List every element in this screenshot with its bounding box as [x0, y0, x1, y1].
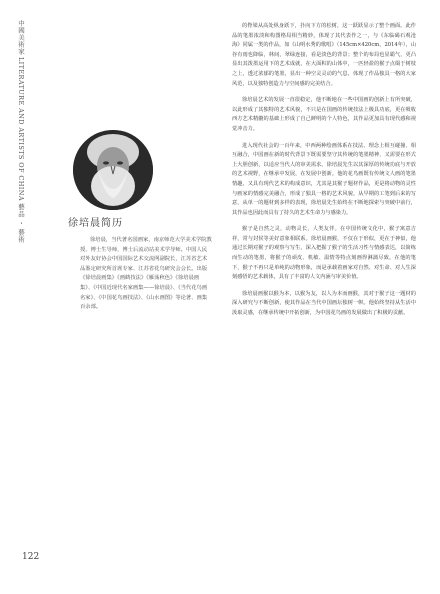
artist-portrait-photo	[73, 130, 153, 210]
bio-text: 徐培晨，当代著名国画家，南京师范大学美术学院教授、博士生导师，博士后流动站美术学导师。中国人民对外友好协会中国国际艺术交流网副院长，江苏省艺术品鉴定研究所首席专家、江苏省花鸟研究会会长。出版《徐培晨画集》《画鹤技法》《雁荡秋色》《徐培晨画集》、《中国近现代名家画集——徐培晨》、《当代花鸟画名家》、《中国花鸟画技法》、《山水画图》等论著、画集百余部。	[80, 237, 212, 311]
article-paragraph-3: 进入现代社会的一百年来，中西两种绘画体系在技法、理念上相互碰撞、相互融合，中国画在新的时代背景下既需要坚守其传统的笔墨精神，又需要在形式上大胆创新，以适应当代人的审美需求。徐培晨先生以其深厚的传统功底与开放的艺术视野，在继承中发展，在发展中创新。他的花鸟画既有传统文人画的笔墨情趣，又具有现代艺术的构成意识，尤其是其猴子题材作品，更是将动物的灵性与画家的情感完美融合，形成了独具一格的艺术风貌。从早期的工笔到后来的写意，从单一的题材到多样的表现，徐培晨先生始终在不断地探索与突破中前行，其作品也因此而具有了持久的艺术生命力与感染力。	[232, 142, 416, 216]
portrait-illustration	[73, 130, 153, 210]
article-paragraph-1: 的脊梁从高处纵身跃下，扑向下方的松树，这一跃跃显示了整个画面。此作品的笔墨浓淡和构图格局相当精妙，体现了其代表作之一，与《东临碣石观沧海》同属一类的作品，如《山明水秀的歌唱》（145cm×420cm，2014年），山谷有雨也降临，林间，翠绿连接，看是淡色的背景；整个的布局也显霸气，更凸显出其泼墨运用下的艺术成就，在大面积的山体中，一匹轻盈的猴子点缀于树枝之上，透过浓郁的笔墨，显出一种空灵灵动的气息，体现了作品独具一格的大家风范，以及独特创造力与空间感的完美结合。	[232, 23, 416, 87]
article-paragraph-4: 猴子是自然之灵，动物灵长，人类友伴。在中国传统文化中，猴子寓意吉祥，常与封侯等美好意象相联系。徐培晨画猴，不仅在于形似，更在于神似，他通过长期对猴子的观察与写生，深入把握了猴子的生活习性与情感表达，以简练而生动的笔墨，将猴子的顽皮、机敏、温情等特点刻画得淋漓尽致。在他的笔下，猴子不再只是单纯的动物形象，而是承载着画家对自然、对生命、对人生深刻感悟的艺术载体，具有了丰富的人文内涵与审美价值。	[232, 226, 416, 281]
article-paragraph-5: 徐培晨画猴以猴为本，以猴为友，以人为本而画猴，其对于猴子这一题材的深入研究与不断创新，使其作品在当代中国画坛独树一帜。他始终坚持从生活中汲取灵感，在继承传统中开拓创新，为中国花鸟画的发展做出了积极的贡献。	[232, 290, 416, 317]
bio-heading: 徐培晨简历	[68, 218, 123, 229]
article-paragraph-2: 徐培晨艺术的发展一直很稳定，他不断地在一些中国画的创新上有所突破，以此形成了其独特的艺术风貌，不只是在国画的传统技法上极具功底，更在吸收西方艺术精髓的基础上形成了自己鲜明的个人特色，其作品更加具有现代感和视觉冲击力。	[232, 97, 416, 132]
page-number: 122	[22, 552, 40, 562]
spine-running-head: 中國美術家 LITERATURE AND ARTISTS OF CHINA 藝品 ・ 藝術	[17, 20, 25, 243]
article-column	[232, 22, 416, 319]
